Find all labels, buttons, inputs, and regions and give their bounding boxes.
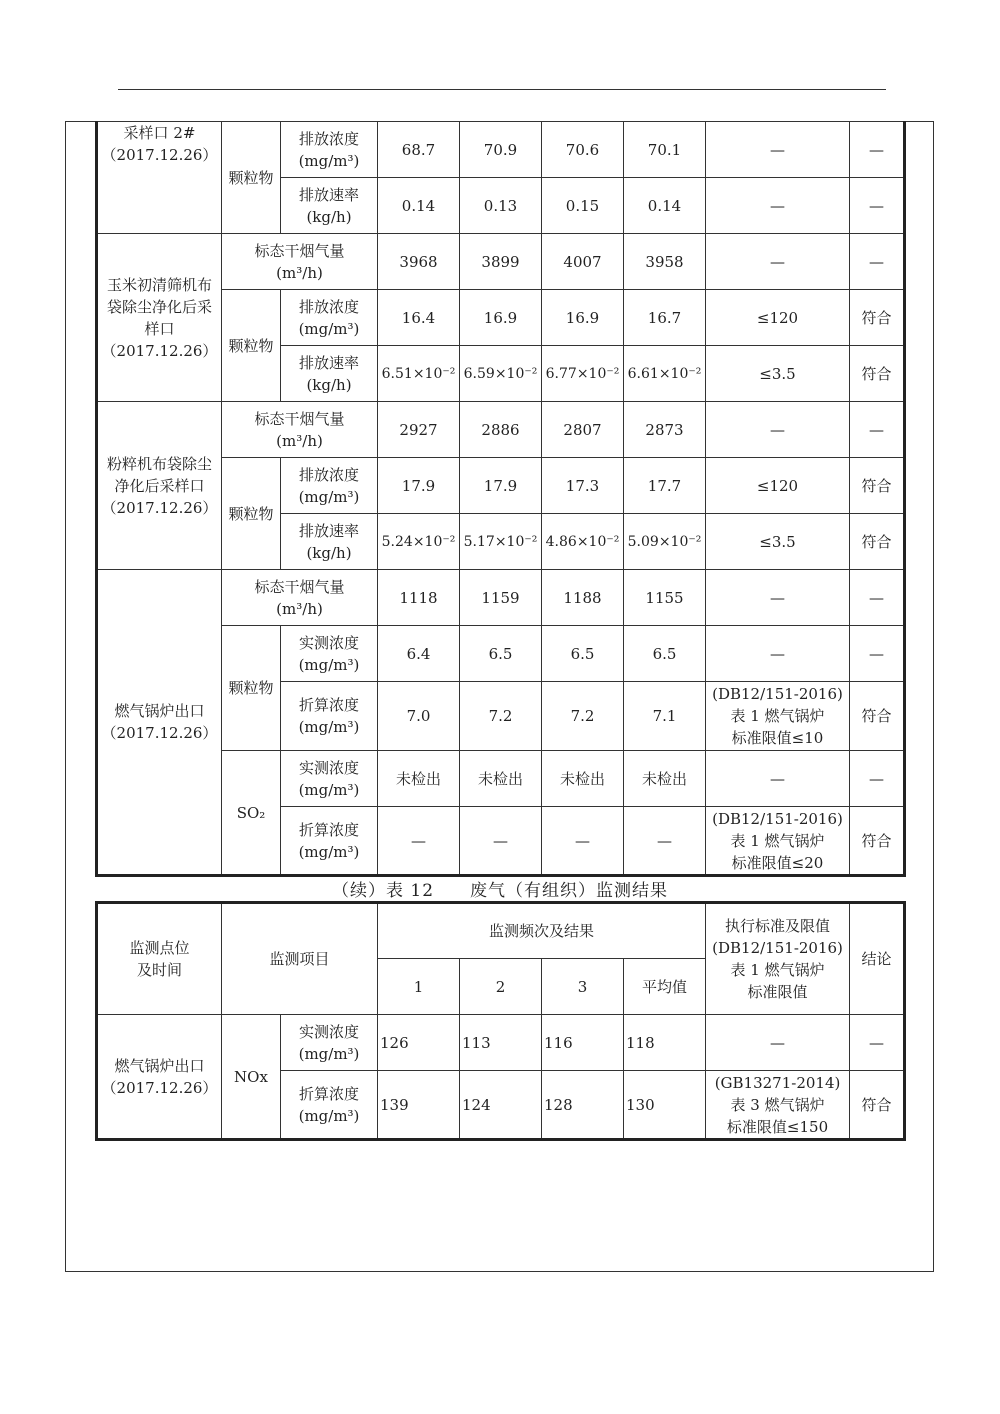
nox-table	[95, 901, 906, 1141]
value-cell: 7.2	[460, 682, 542, 751]
standard-line: (DB12/151-2016)	[712, 809, 843, 828]
header-standard	[706, 903, 850, 1015]
result-cell: —	[850, 178, 905, 234]
location-date: （2017.12.26）	[101, 341, 218, 360]
header-standard-line: (DB12/151-2016)	[712, 939, 843, 957]
item-label: 排放浓度	[298, 465, 359, 484]
item-cell	[222, 402, 378, 458]
standard-cell: —	[706, 178, 850, 234]
value-cell: —	[624, 807, 706, 876]
item-label: 排放浓度	[298, 297, 359, 316]
header-standard-line: 执行标准及限值	[725, 917, 831, 935]
item-cell	[281, 178, 378, 234]
value-cell: 5.09×10⁻²	[624, 514, 706, 570]
item-label: 标态干烟气量	[254, 577, 345, 596]
standard-cell	[706, 682, 850, 751]
header-col-2: 2	[460, 959, 542, 1015]
item-cell	[281, 458, 378, 514]
value-cell: 17.3	[542, 458, 624, 514]
location-name: 燃气锅炉出口	[114, 702, 205, 720]
value-cell: 2886	[460, 402, 542, 458]
value-cell: 0.15	[542, 178, 624, 234]
item-label: 排放浓度	[298, 129, 359, 148]
value-cell: —	[460, 807, 542, 876]
standard-cell: —	[706, 626, 850, 682]
header-col-1: 1	[378, 959, 460, 1015]
value-cell: 17.9	[460, 458, 542, 514]
standard-cell	[706, 807, 850, 876]
standard-line: 标准限值≤150	[726, 1117, 829, 1136]
location-cell	[97, 234, 222, 402]
item-unit: (mg/m³)	[298, 1044, 360, 1063]
standard-line: (GB13271-2014)	[714, 1073, 841, 1092]
group-cell: 颗粒物	[222, 626, 281, 751]
item-label: 折算浓度	[299, 1084, 360, 1103]
item-cell	[281, 751, 378, 807]
result-cell: 符合	[850, 514, 905, 570]
item-cell	[281, 1015, 378, 1071]
value-cell: 2807	[542, 402, 624, 458]
value-cell: 1118	[378, 570, 460, 626]
value-cell: 16.9	[542, 290, 624, 346]
value-cell: 0.13	[460, 178, 542, 234]
standard-line: 表 1 燃气锅炉	[730, 831, 825, 850]
result-cell: 符合	[850, 290, 905, 346]
group-cell: SO₂	[222, 751, 281, 876]
item-label: 实测浓度	[298, 633, 359, 652]
result-cell: 符合	[850, 1071, 905, 1140]
value-cell: 17.9	[378, 458, 460, 514]
value-cell: 118	[624, 1015, 706, 1071]
value-cell: 70.1	[624, 122, 706, 178]
item-unit: (kg/h)	[306, 375, 352, 394]
item-unit: (kg/h)	[306, 543, 352, 562]
value-cell: 7.2	[542, 682, 624, 751]
result-cell: —	[850, 122, 905, 178]
value-cell: 1188	[542, 570, 624, 626]
result-cell: 符合	[850, 458, 905, 514]
result-cell: —	[850, 570, 905, 626]
result-cell: —	[850, 234, 905, 290]
value-cell: 17.7	[624, 458, 706, 514]
item-unit: (mg/m³)	[298, 319, 360, 338]
value-cell: 116	[542, 1015, 624, 1071]
standard-cell: —	[706, 570, 850, 626]
value-cell: 2873	[624, 402, 706, 458]
header-location	[97, 903, 222, 1015]
result-cell: —	[850, 402, 905, 458]
item-unit: (kg/h)	[306, 207, 352, 226]
value-cell: 6.5	[542, 626, 624, 682]
value-cell: 5.24×10⁻²	[378, 514, 460, 570]
header-standard-line: 标准限值	[747, 983, 808, 1001]
value-cell: 1155	[624, 570, 706, 626]
item-unit: (m³/h)	[276, 431, 323, 450]
value-cell: 未检出	[624, 751, 706, 807]
value-cell: —	[378, 807, 460, 876]
item-cell	[281, 346, 378, 402]
item-unit: (mg/m³)	[298, 780, 360, 799]
table-caption: （续）表 12 废气（有组织）监测结果	[331, 881, 669, 901]
value-cell: 7.0	[378, 682, 460, 751]
location-cell	[97, 122, 222, 234]
table-row	[97, 570, 905, 626]
header-result: 结论	[850, 903, 905, 1015]
value-cell: 16.9	[460, 290, 542, 346]
value-cell: 6.51×10⁻²	[378, 346, 460, 402]
group-cell: 颗粒物	[222, 458, 281, 570]
value-cell: 6.5	[624, 626, 706, 682]
table-row	[97, 1015, 905, 1071]
item-unit: (mg/m³)	[298, 842, 360, 861]
item-cell	[281, 682, 378, 751]
standard-cell: —	[706, 402, 850, 458]
value-cell: 6.4	[378, 626, 460, 682]
value-cell: 3968	[378, 234, 460, 290]
value-cell: 70.6	[542, 122, 624, 178]
value-cell: 1159	[460, 570, 542, 626]
table-row	[97, 234, 905, 290]
header-standard-line: 表 1 燃气锅炉	[730, 961, 825, 979]
value-cell: 126	[378, 1015, 460, 1071]
standard-line: 标准限值≤20	[731, 853, 824, 872]
item-cell	[281, 1071, 378, 1140]
value-cell: 未检出	[460, 751, 542, 807]
value-cell: 5.17×10⁻²	[460, 514, 542, 570]
value-cell: 6.59×10⁻²	[460, 346, 542, 402]
item-label: 标态干烟气量	[254, 241, 345, 260]
value-cell: 2927	[378, 402, 460, 458]
item-cell	[222, 570, 378, 626]
item-cell	[281, 514, 378, 570]
location-name: 采样口 2#	[123, 124, 196, 142]
value-cell: 未检出	[542, 751, 624, 807]
item-label: 折算浓度	[298, 820, 359, 839]
value-cell: 6.77×10⁻²	[542, 346, 624, 402]
value-cell: 7.1	[624, 682, 706, 751]
header-rule	[118, 89, 886, 90]
item-cell	[281, 122, 378, 178]
value-cell: 6.61×10⁻²	[624, 346, 706, 402]
result-cell: —	[850, 751, 905, 807]
location-cell	[97, 1015, 222, 1140]
standard-cell	[706, 1071, 850, 1140]
value-cell: 3899	[460, 234, 542, 290]
item-unit: (mg/m³)	[298, 151, 360, 170]
standard-cell: —	[706, 122, 850, 178]
value-cell: 0.14	[378, 178, 460, 234]
value-cell: 113	[460, 1015, 542, 1071]
item-unit: (mg/m³)	[298, 655, 360, 674]
value-cell: 4007	[542, 234, 624, 290]
value-cell: 139	[378, 1071, 460, 1140]
item-unit: (mg/m³)	[298, 718, 360, 736]
location-date: （2017.12.26）	[101, 724, 218, 742]
monitoring-table	[95, 121, 906, 877]
header-location-line: 监测点位	[129, 939, 190, 957]
standard-line: 表 1 燃气锅炉	[730, 707, 825, 725]
header-col-3: 3	[542, 959, 624, 1015]
group-cell: NOx	[222, 1015, 281, 1140]
value-cell: 68.7	[378, 122, 460, 178]
value-cell: 70.9	[460, 122, 542, 178]
standard-cell: ≤120	[706, 458, 850, 514]
location-date: （2017.12.26）	[101, 146, 218, 164]
location-cell	[97, 570, 222, 876]
item-unit: (mg/m³)	[298, 1106, 360, 1125]
item-cell	[222, 234, 378, 290]
standard-line: 表 3 燃气锅炉	[730, 1095, 825, 1114]
header-location-line: 及时间	[136, 961, 182, 979]
location-date: （2017.12.26）	[101, 1078, 218, 1097]
group-cell: 颗粒物	[222, 122, 281, 234]
result-cell: —	[850, 626, 905, 682]
result-cell: 符合	[850, 807, 905, 876]
standard-line: (DB12/151-2016)	[712, 685, 843, 703]
location-name: 粉粹机布袋除尘净化后采样口	[106, 454, 212, 495]
item-unit: (mg/m³)	[298, 487, 360, 506]
value-cell: 6.5	[460, 626, 542, 682]
location-cell	[97, 402, 222, 570]
value-cell: 124	[460, 1071, 542, 1140]
item-cell	[281, 626, 378, 682]
standard-cell: ≤3.5	[706, 346, 850, 402]
value-cell: —	[542, 807, 624, 876]
table-row	[97, 402, 905, 458]
location-name: 玉米初清筛机布袋除尘净化后采样口	[106, 275, 212, 338]
item-label: 排放速率	[298, 353, 359, 372]
location-name: 燃气锅炉出口	[114, 1056, 205, 1075]
group-cell: 颗粒物	[222, 290, 281, 402]
standard-cell: ≤3.5	[706, 514, 850, 570]
item-cell	[281, 807, 378, 876]
value-cell: 16.7	[624, 290, 706, 346]
value-cell: 0.14	[624, 178, 706, 234]
item-label: 实测浓度	[298, 758, 359, 777]
result-cell: 符合	[850, 346, 905, 402]
item-label: 排放速率	[298, 185, 359, 204]
value-cell: 3958	[624, 234, 706, 290]
value-cell: 130	[624, 1071, 706, 1140]
value-cell: 16.4	[378, 290, 460, 346]
standard-line: 标准限值≤10	[731, 729, 824, 747]
header-col-avg: 平均值	[624, 959, 706, 1015]
table-row	[97, 122, 905, 178]
item-cell	[281, 290, 378, 346]
result-cell: 符合	[850, 682, 905, 751]
standard-cell: —	[706, 234, 850, 290]
item-label: 标态干烟气量	[254, 409, 345, 428]
item-label: 实测浓度	[299, 1022, 360, 1041]
value-cell: 128	[542, 1071, 624, 1140]
location-date: （2017.12.26）	[101, 498, 218, 517]
standard-cell: —	[706, 1015, 850, 1071]
item-label: 折算浓度	[298, 696, 359, 714]
header-item: 监测项目	[222, 903, 378, 1015]
item-label: 排放速率	[298, 521, 359, 540]
item-unit: (m³/h)	[276, 599, 323, 618]
value-cell: 未检出	[378, 751, 460, 807]
result-cell: —	[850, 1015, 905, 1071]
value-cell: 4.86×10⁻²	[542, 514, 624, 570]
item-unit: (m³/h)	[276, 263, 323, 282]
header-row	[97, 903, 905, 959]
standard-cell: ≤120	[706, 290, 850, 346]
header-frequency: 监测频次及结果	[378, 903, 706, 959]
standard-cell: —	[706, 751, 850, 807]
